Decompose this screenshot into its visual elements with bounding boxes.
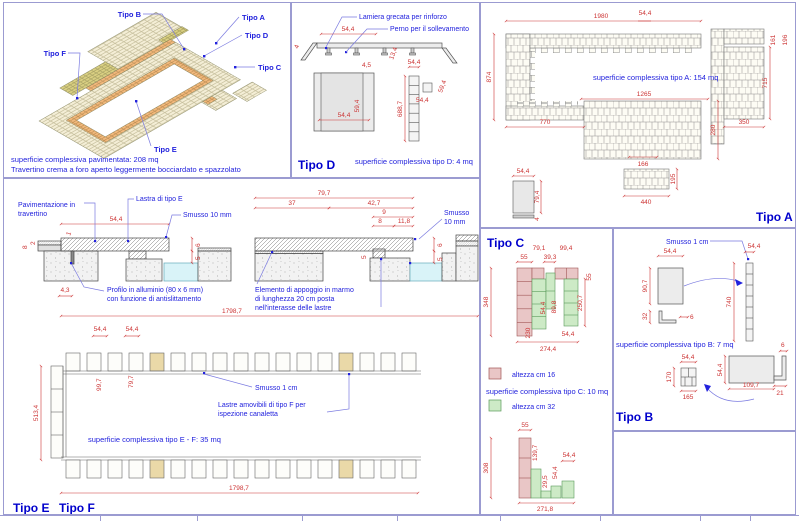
legend-swatch-h32 (489, 400, 501, 411)
panel-tipo-b (613, 228, 796, 431)
tipo-b-slab-side (729, 356, 774, 383)
title-block-strip (0, 515, 799, 521)
dim: 688,7 (397, 100, 404, 118)
tipo-d-title: Tipo D (298, 158, 336, 172)
annotation-profilo: Profilo in alluminio (80 x 6 mm) (107, 287, 204, 294)
tipo-ef-caption: superficie complessiva tipo E - F: 35 mq (88, 435, 221, 444)
dim: 54,4 (638, 10, 652, 17)
tipo-b-strip (746, 263, 753, 341)
title-block-divider (700, 516, 701, 521)
dim: 54,4 (93, 326, 107, 333)
iso-label-tipo-b: Tipo B (117, 10, 141, 19)
dim: 9 (382, 209, 386, 216)
dim: 54,4 (341, 26, 355, 33)
dim: 39,3 (543, 254, 557, 261)
tipo-c-drawing (481, 229, 612, 514)
dim: 99,4 (559, 245, 573, 252)
arrowhead-icon (735, 279, 743, 286)
iso-label-tipo-e: Tipo E (154, 145, 177, 154)
dim: 5 (195, 256, 202, 260)
dim: 874 (486, 71, 493, 83)
dim: 1798,7 (229, 485, 249, 492)
dim: 170 (666, 371, 673, 383)
dim: 6 (781, 342, 785, 349)
annotation-smusso-b1: Smusso (444, 210, 470, 217)
section-left (38, 238, 231, 281)
tipo-e-title: Tipo E (13, 501, 50, 514)
dim: 54,4 (747, 243, 761, 250)
dim: 54,4 (663, 248, 677, 255)
dim: 54,4 (109, 216, 123, 223)
dim: 1265 (636, 91, 652, 98)
dim: 350 (738, 119, 750, 126)
title-block-divider (100, 516, 101, 521)
dim: 740 (726, 296, 733, 308)
dim: 54,4 (516, 168, 530, 175)
dim: 5 (437, 257, 444, 261)
dim: 6 (690, 314, 694, 321)
tipo-b-drawing (614, 229, 795, 430)
tipo-b-caption: superficie complessiva tipo B: 7 mq (616, 340, 734, 349)
dim: 55 (520, 254, 528, 261)
annotation-elemento-3: nell'interasse delle lastre (255, 305, 332, 312)
tipo-c-section-shape (519, 438, 574, 498)
title-block-divider (397, 516, 398, 521)
panel-empty (613, 431, 796, 515)
dim: 32 (642, 312, 649, 320)
dim: 99,7 (96, 378, 103, 391)
dim: 280 (710, 124, 717, 136)
annotation-pavimentazione-2: travertino (18, 211, 48, 218)
annotation-elemento: Elemento di appoggio in marmo (255, 287, 354, 294)
dim: 8 (378, 218, 382, 225)
dim: 166 (637, 161, 649, 168)
dim: 8 (22, 245, 29, 249)
annotation-lastre-amovibili-2: ispezione canaletta (218, 411, 278, 418)
dim: 54,4 (125, 326, 139, 333)
dim: 513,4 (33, 404, 40, 422)
annotation-smusso-b2: 10 mm (444, 219, 466, 226)
panel-sections-and-plan (3, 178, 480, 515)
tipo-f-title: Tipo F (59, 501, 95, 514)
tipo-b-l-profile (659, 311, 676, 323)
dim: 4,3 (60, 287, 70, 294)
title-block-divider (500, 516, 501, 521)
annotation-lastra-tipo-e: Lastra di tipo E (136, 196, 183, 203)
dim: 54,4 (407, 59, 421, 66)
dim: 6 (195, 243, 202, 247)
dim: 59,4 (437, 79, 449, 94)
title-block-divider (302, 516, 303, 521)
tipo-a-drawing (481, 3, 795, 227)
tipo-b-slab-plan (658, 268, 683, 304)
plan-left-column (51, 366, 66, 458)
tipo-d-section (301, 43, 457, 63)
dim: 4 (293, 43, 302, 50)
plan-top-row (61, 353, 421, 374)
dim: 250,7 (577, 294, 584, 312)
iso-label-tipo-a: Tipo A (242, 13, 265, 22)
dim: 79,1 (532, 245, 546, 252)
dim: 54,4 (337, 112, 351, 119)
legend-label-h16: altezza cm 16 (512, 372, 556, 379)
panel-isometric-overview (3, 2, 291, 178)
dim: 13,4 (388, 46, 400, 61)
title-block-divider (197, 516, 198, 521)
dim: 79,7 (317, 190, 331, 197)
dim: 4 (534, 217, 541, 221)
dim: 1 (65, 230, 74, 237)
arrow-slab-to-strip (684, 278, 738, 286)
dim: 54,4 (540, 301, 547, 315)
dim: 195 (670, 173, 677, 185)
arrow-side-to-cluster (707, 388, 754, 401)
tipo-a-title: Tipo A (756, 210, 793, 224)
dim: 79,7 (128, 375, 135, 388)
dim: 440 (640, 199, 652, 206)
annotation-lastre-amovibili: Lastre amovibili di tipo F per (218, 402, 306, 409)
iso-label-tipo-d: Tipo D (245, 31, 269, 40)
dim: 90,7 (642, 279, 649, 293)
iso-pavement-shape (4, 12, 279, 171)
tipo-d-plan (314, 73, 374, 131)
dim: 139,7 (532, 444, 539, 461)
dim: 21 (776, 390, 784, 397)
dim: 5 (361, 255, 368, 259)
dim: 274,4 (539, 346, 557, 353)
dim: 2 (30, 241, 37, 245)
legend-swatch-h16 (489, 368, 501, 379)
sections-drawing (4, 179, 479, 514)
dim: 54,4 (717, 363, 724, 377)
dim: 54,4 (562, 452, 576, 459)
panel-tipo-c (480, 228, 613, 515)
dim: 1980 (593, 13, 609, 20)
dim: 770 (539, 119, 551, 126)
tipo-c-caption: superficie complessiva tipo C: 10 mq (486, 387, 609, 396)
dim: 54,4 (552, 466, 559, 479)
tipo-d-drawing (292, 3, 479, 177)
title-block-divider (750, 516, 751, 521)
dim: 42,7 (367, 200, 381, 207)
dim: 37 (288, 200, 296, 207)
dim: 59,4 (354, 99, 361, 113)
tipo-b-l-profile-side (774, 356, 786, 380)
iso-caption-area: superficie complessiva pavimentata: 208 mq (11, 155, 159, 164)
annotation-smusso-1cm: Smusso 1 cm (666, 239, 709, 246)
panel-tipo-d (291, 2, 480, 178)
annotation-lamiera: Lamiera grecata per rinforzo (359, 14, 447, 21)
annotation-smusso-10mm: Smusso 10 mm (183, 212, 232, 219)
dim: 4,5 (362, 62, 372, 69)
dim: 79,4 (534, 190, 541, 204)
annotation-elemento-2: di lunghezza 20 cm posta (255, 296, 335, 303)
dim: 230 (525, 327, 532, 339)
tipo-d-caption: superficie complessiva tipo D: 4 mq (355, 157, 473, 166)
annotation-profilo-2: con funzione di antislittamento (107, 296, 202, 303)
annotation-perno: Perno per il sollevamento (390, 26, 469, 33)
tipo-b-title: Tipo B (616, 410, 654, 424)
dim: 271,8 (536, 506, 554, 513)
dim: 89,8 (551, 300, 558, 314)
tipo-d-strip (409, 76, 432, 141)
dim: 6 (437, 243, 444, 247)
dim: 1798,7 (222, 308, 242, 315)
dim: 55 (586, 273, 593, 281)
annotation-pavimentazione: Pavimentazione in (18, 202, 76, 209)
tipo-c-plan-shape (517, 268, 578, 339)
isometric-pavement-drawing (4, 3, 290, 177)
iso-caption-material: Travertino crema a foro aperto leggermente bocciardato e spazzolato (11, 165, 241, 174)
iso-label-tipo-f: Tipo F (43, 49, 66, 58)
dim: 308 (483, 462, 490, 474)
panel-tipo-a (480, 2, 796, 228)
tipo-c-title: Tipo C (487, 236, 525, 250)
dim: 161 (770, 34, 777, 46)
title-block-divider (600, 516, 601, 521)
dim: 54,4 (561, 331, 575, 338)
tipo-b-corner-cluster (681, 368, 696, 386)
legend-label-h32: altezza cm 32 (512, 404, 556, 411)
dim: 11,8 (397, 218, 411, 225)
plan-bottom-row (61, 457, 421, 478)
dim: 715 (762, 77, 769, 89)
dim: 348 (483, 296, 490, 308)
iso-label-tipo-c: Tipo C (258, 63, 282, 72)
dim: 29,5 (542, 475, 549, 488)
tipo-a-caption: superficie complessiva tipo A: 154 mq (593, 73, 719, 82)
dim: 109,7 (742, 382, 760, 389)
dim: 54,4 (416, 97, 429, 104)
dim: 54,4 (681, 354, 695, 361)
dim: 165 (682, 394, 694, 401)
dim: 196 (782, 34, 789, 46)
annotation-smusso-1cm: Smusso 1 cm (255, 385, 298, 392)
dim: 55 (521, 422, 529, 429)
